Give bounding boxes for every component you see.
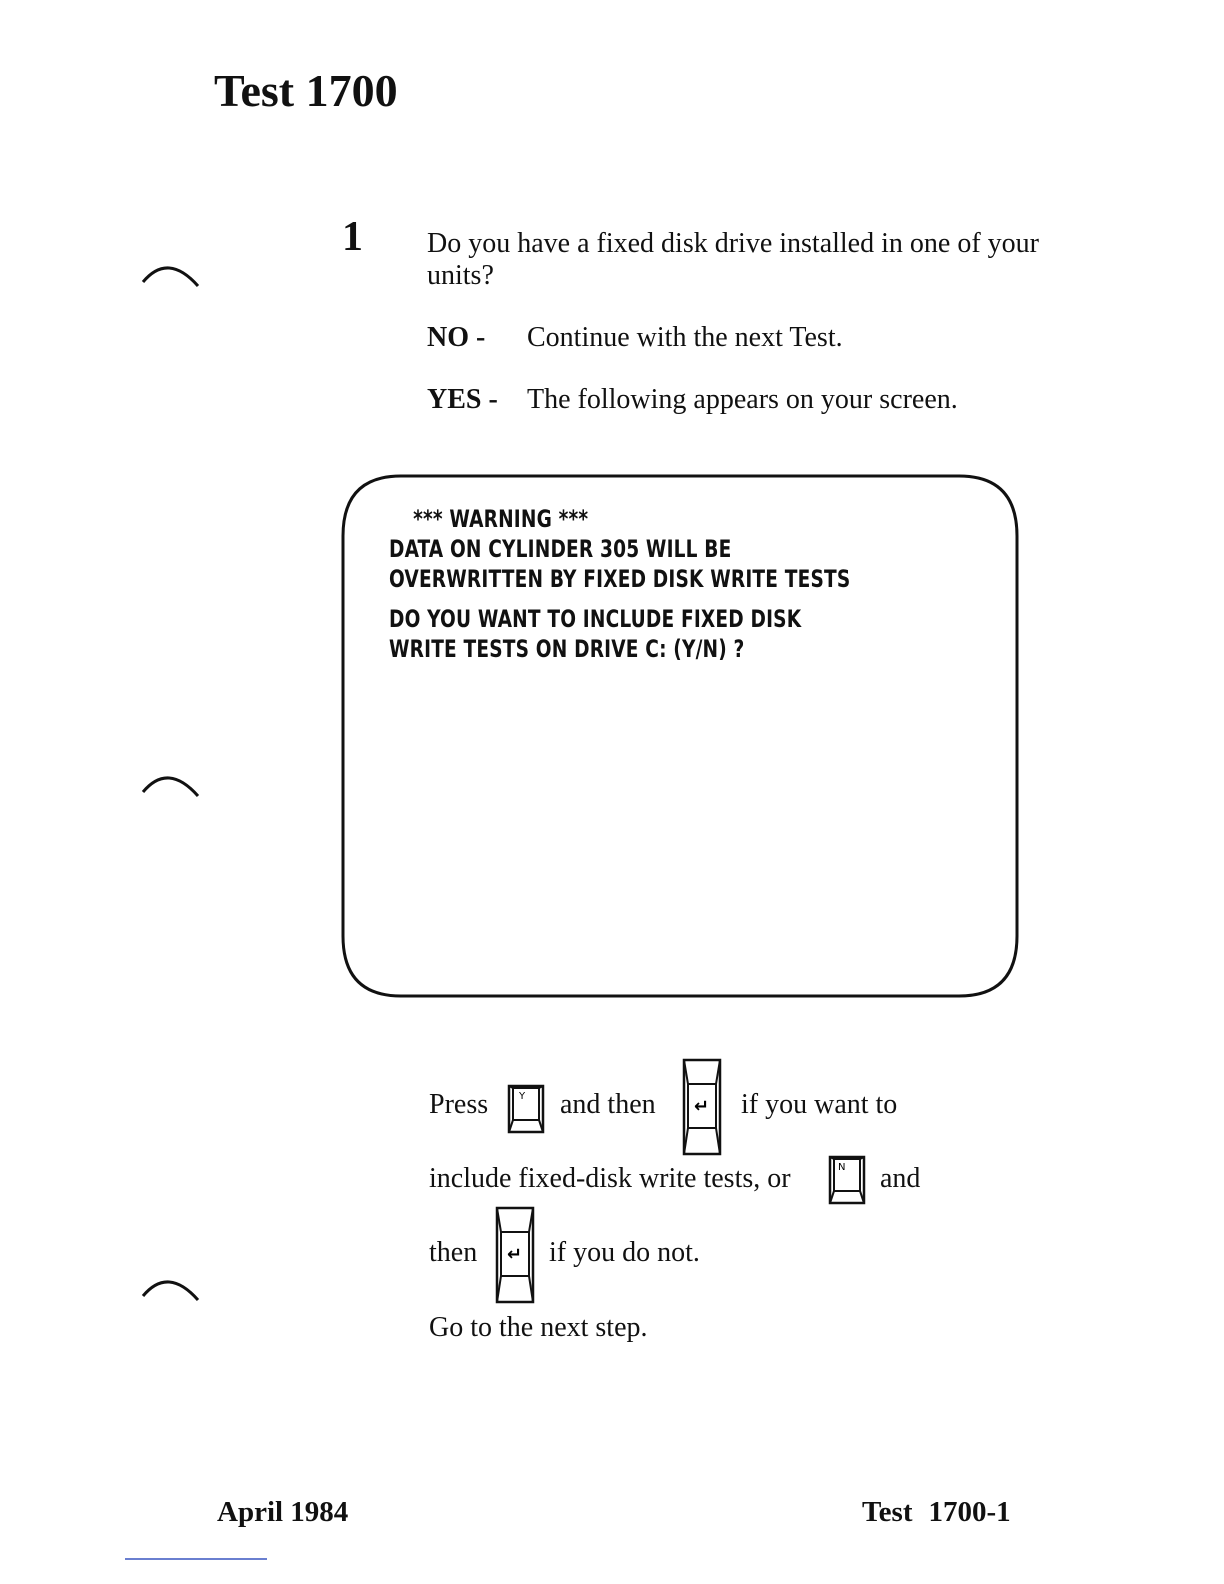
enter-key-icon-2	[491, 1204, 539, 1306]
answer-yes-text: The following appears on your screen.	[527, 384, 958, 415]
enter-key-icon-1	[678, 1056, 726, 1158]
answer-yes-label: YES -	[427, 384, 498, 415]
footer-date: April 1984	[217, 1496, 349, 1528]
footer-page-label	[862, 1496, 1011, 1528]
instr-and-then: and then	[560, 1089, 656, 1120]
enter-key-label-1: ↵	[694, 1096, 710, 1117]
enter-key-label-2: ↵	[507, 1244, 523, 1265]
instruction-line-1	[429, 1089, 488, 1121]
screen-line-4: WRITE TESTS ON DRIVE C: (Y/N) ?	[389, 635, 745, 663]
screen-text	[389, 504, 850, 664]
y-key-label: Y	[519, 1091, 526, 1102]
screen-line-1: DATA ON CYLINDER 305 WILL BE	[389, 535, 732, 563]
binder-hole-mark-middle	[140, 768, 202, 798]
instr-if-you-do-not: if you do not.	[549, 1237, 700, 1268]
answer-yes	[427, 384, 958, 416]
instr-then: then	[429, 1237, 478, 1268]
footer-page-prefix: Test	[862, 1496, 913, 1528]
instr-go-next: Go to the next step.	[429, 1312, 648, 1343]
answer-no	[427, 322, 843, 354]
n-key-label: N	[838, 1162, 846, 1173]
y-key-icon	[505, 1082, 547, 1136]
instr-if-you-want-to: if you want to	[741, 1089, 898, 1120]
binder-hole-mark-top	[140, 258, 202, 288]
screen-line-2: OVERWRITTEN BY FIXED DISK WRITE TESTS	[389, 565, 851, 593]
n-key-icon	[826, 1153, 868, 1207]
footer-page-number: 1700-1	[928, 1496, 1011, 1528]
bottom-rule	[125, 1558, 267, 1560]
instr-press: Press	[429, 1089, 489, 1120]
instr-and: and	[880, 1163, 921, 1194]
step-number: 1	[342, 214, 363, 260]
step-question: Do you have a fixed disk drive installed in one of your units?	[427, 228, 1039, 291]
screen-warning: *** WARNING ***	[413, 505, 589, 533]
binder-hole-mark-bottom	[140, 1272, 202, 1302]
screen-display	[341, 474, 1019, 998]
screen-line-3: DO YOU WANT TO INCLUDE FIXED DISK	[389, 605, 802, 633]
page-title: Test 1700	[214, 65, 398, 116]
instr-include: include fixed-disk write tests, or	[429, 1163, 791, 1194]
answer-no-label: NO -	[427, 322, 486, 353]
answer-no-text: Continue with the next Test.	[527, 322, 843, 353]
